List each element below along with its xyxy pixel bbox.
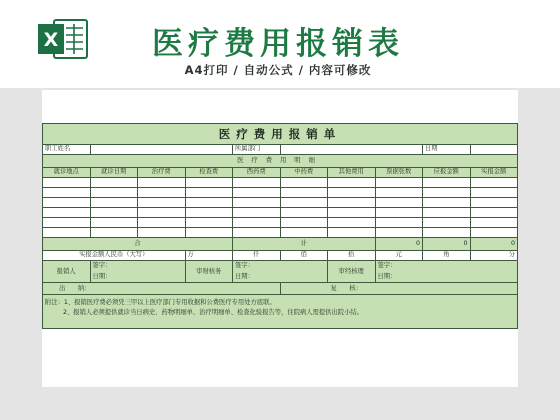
totals-row [43, 238, 518, 251]
column-header: 应报金额 [423, 168, 471, 178]
reporter-sign[interactable] [90, 261, 185, 283]
finance-review-sign[interactable] [233, 261, 328, 283]
unit-wan: 万 [185, 251, 233, 261]
table-cell[interactable] [43, 228, 91, 238]
sign-label: 签字： [377, 262, 397, 269]
table-cell[interactable] [470, 228, 518, 238]
table-row [43, 178, 518, 188]
svg-text:X: X [43, 29, 59, 51]
table-cell[interactable] [328, 218, 376, 228]
column-header: 就诊日期 [90, 168, 138, 178]
table-cell[interactable] [233, 208, 281, 218]
column-header: 票据张数 [375, 168, 423, 178]
notes-row [43, 295, 518, 329]
notes [43, 295, 518, 329]
table-cell[interactable] [375, 188, 423, 198]
table-cell[interactable] [138, 188, 186, 198]
finance-review-label: 审财核务 [185, 261, 233, 283]
table-row [43, 188, 518, 198]
unit-jiao: 角 [423, 251, 471, 261]
table-cell[interactable] [470, 218, 518, 228]
table-row [43, 228, 518, 238]
table-row [43, 218, 518, 228]
table-cell[interactable] [233, 228, 281, 238]
column-header: 实报金额 [470, 168, 518, 178]
table-cell[interactable] [233, 178, 281, 188]
column-header: 其他费用 [328, 168, 376, 178]
table-cell[interactable] [375, 228, 423, 238]
table-cell[interactable] [470, 188, 518, 198]
excel-icon [36, 18, 90, 60]
unit-fen: 分 [470, 251, 518, 261]
form-title: 医疗费用报销单 [43, 124, 518, 145]
table-cell[interactable] [43, 178, 91, 188]
table-cell[interactable] [470, 208, 518, 218]
table-cell[interactable] [233, 198, 281, 208]
employee-name-label: 职工姓名 [43, 145, 91, 155]
table-cell[interactable] [90, 198, 138, 208]
table-cell[interactable] [280, 208, 328, 218]
table-cell[interactable] [185, 178, 233, 188]
table-cell[interactable] [90, 218, 138, 228]
table-cell[interactable] [280, 188, 328, 198]
date-label: 日期 [423, 145, 471, 155]
table-cell[interactable] [280, 228, 328, 238]
column-header: 就诊地点 [43, 168, 91, 178]
table-cell[interactable] [43, 218, 91, 228]
total-receipt-count: 0 [375, 238, 423, 251]
table-cell[interactable] [423, 228, 471, 238]
department-label: 所属部门 [233, 145, 281, 155]
table-cell[interactable] [185, 228, 233, 238]
table-cell[interactable] [138, 218, 186, 228]
note-line-2: 2、报销人必须提供就诊当日病史、药物明细单、治疗明细单、检查化验报告等，住院病人需提供出院小结。 [63, 309, 363, 317]
cashier-label: 出 纳： [43, 283, 281, 295]
table-cell[interactable] [328, 208, 376, 218]
date-sign-label: 日期： [377, 272, 397, 280]
table-cell[interactable] [470, 178, 518, 188]
table-cell[interactable] [90, 208, 138, 218]
table-cell[interactable] [280, 218, 328, 228]
column-header: 中药费 [280, 168, 328, 178]
manager-review-label: 审经核理 [328, 261, 376, 283]
unit-shi: 拾 [328, 251, 376, 261]
detail-title: 医疗费用明细 [43, 155, 518, 168]
recheck-label: 复 核： [280, 283, 518, 295]
table-cell[interactable] [375, 198, 423, 208]
column-header: 西药费 [233, 168, 281, 178]
table-cell[interactable] [185, 188, 233, 198]
page-subtitle: A4打印 / 自动公式 / 内容可修改 [184, 63, 372, 77]
employee-name-field[interactable] [90, 145, 233, 155]
amount-words-label: 实报金额人民币（大写） [43, 251, 186, 261]
table-cell[interactable] [90, 228, 138, 238]
banner [0, 0, 560, 88]
table-cell[interactable] [423, 178, 471, 188]
total-label-left: 合 [43, 238, 233, 251]
table-cell[interactable] [280, 178, 328, 188]
table-cell[interactable] [423, 198, 471, 208]
table-cell[interactable] [233, 188, 281, 198]
table-cell[interactable] [138, 228, 186, 238]
table-cell[interactable] [423, 218, 471, 228]
table-cell[interactable] [328, 178, 376, 188]
table-cell[interactable] [43, 198, 91, 208]
column-header: 检查费 [185, 168, 233, 178]
table-cell[interactable] [328, 198, 376, 208]
note-line-1: 附注：1、报销医疗费必须凭三甲以上医疗部门专用收据和公费医疗专用处方底联。 [45, 299, 276, 307]
table-cell[interactable] [470, 198, 518, 208]
sign-label: 签字： [235, 262, 254, 269]
unit-qian: 仟 [233, 251, 281, 261]
table-cell[interactable] [233, 218, 281, 228]
table-cell[interactable] [185, 198, 233, 208]
table-cell[interactable] [185, 218, 233, 228]
department-field[interactable] [280, 145, 423, 155]
table-cell[interactable] [90, 178, 138, 188]
manager-review-sign[interactable] [375, 261, 518, 283]
approval-row [43, 261, 518, 283]
table-cell[interactable] [328, 228, 376, 238]
table-cell[interactable] [328, 188, 376, 198]
table-row [43, 208, 518, 218]
unit-yuan: 元 [375, 251, 423, 261]
table-cell[interactable] [423, 208, 471, 218]
total-label-right: 计 [233, 238, 376, 251]
table-cell[interactable] [43, 208, 91, 218]
column-header: 治疗费 [138, 168, 186, 178]
sign-label: 签字： [92, 262, 112, 269]
table-cell[interactable] [375, 178, 423, 188]
amount-words-row [43, 251, 518, 261]
table-cell[interactable] [280, 198, 328, 208]
table-cell[interactable] [185, 208, 233, 218]
table-cell[interactable] [423, 188, 471, 198]
table-row [43, 198, 518, 208]
page-title: 医疗费用报销表 [152, 26, 404, 62]
date-sign-label: 日期： [92, 272, 112, 280]
table-cell[interactable] [138, 178, 186, 188]
table-cell[interactable] [375, 218, 423, 228]
table-cell[interactable] [90, 188, 138, 198]
table-cell[interactable] [138, 208, 186, 218]
table-cell[interactable] [43, 188, 91, 198]
date-sign-label: 日期： [235, 272, 254, 280]
reporter-label: 报销人 [43, 261, 91, 283]
cashier-row [43, 283, 518, 295]
total-actual-amount: 0 [470, 238, 518, 251]
date-field[interactable] [470, 145, 518, 155]
reimbursement-form [42, 123, 518, 329]
total-payable-amount: 0 [423, 238, 471, 251]
unit-bai: 佰 [280, 251, 328, 261]
table-cell[interactable] [375, 208, 423, 218]
column-header-row [43, 168, 518, 178]
table-cell[interactable] [138, 198, 186, 208]
